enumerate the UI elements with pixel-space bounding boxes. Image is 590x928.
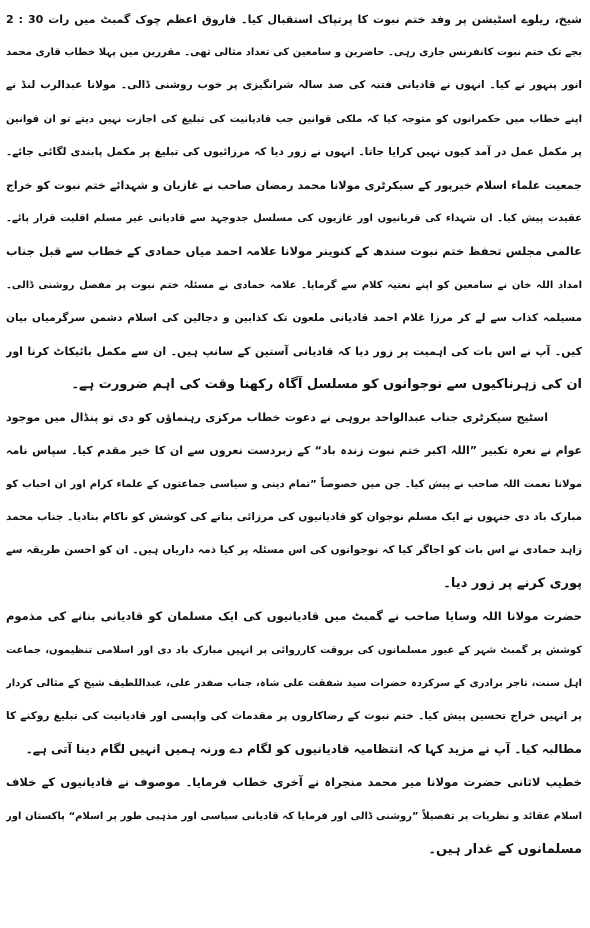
- text-line: عوام نے نعرہ تکبیر ”اللہ اکبر ختم نبوت زندہ باد“ کے زبردست نعروں سے ان کا خیر مقدم کیا۔ سپاس نامہ: [6, 444, 582, 458]
- text-line: ان کی زہرناکیوں سے نوجوانوں کو مسلسل آگاہ رکھنا وقت کی اہم ضرورت ہے۔: [71, 377, 582, 393]
- text-line: اپنے خطاب میں حکمرانوں کو متوجہ کیا کہ ملکی قوانین جب قادیانیت کی تبلیغ کی اجازت نہیں دیتے تو ان قوانین: [6, 113, 582, 125]
- text-line: پر مکمل عمل در آمد کیوں نہیں کرایا جاتا۔ انہوں نے زور دیا کہ مرزائیوں کی تبلیغ پر مکمل پابندی لگائی جائے۔: [6, 145, 582, 158]
- text-line: اہل سنت، تاجر برادری کے سرکردہ حضرات سید شفقت علی شاہ، جناب صفدر علی، عبداللطیف شیخ کے مثالی کردار: [6, 677, 582, 689]
- text-line: کوشش پر گمبٹ شہر کے غیور مسلمانوں کی بروقت کارروائی پر انہیں مبارک باد دی اور اسلامی تنظیموں، جماعت: [6, 644, 582, 656]
- text-line: پوری کرنے پر زور دیا۔: [443, 576, 582, 592]
- text-line: امداد اللہ خان نے سامعین کو اپنے نعتیہ کلام سے گرمایا۔ علامہ حمادی نے مسئلہ ختم نبوت پر مفصل روشنی ڈالی۔: [6, 279, 582, 291]
- text-line: جمعیت علماء اسلام خیرپور کے سیکرٹری مولانا محمد رمضان صاحب نے غازیان و شہدائے ختم نبوت کو خراج: [6, 178, 582, 192]
- text-line: زاہد حمادی نے اس بات کو اجاگر کیا کہ نوجوانوں کی اس مسئلہ پر کیا ذمہ داریاں ہیں۔ ان کو احسن طریقہ سے: [6, 544, 582, 556]
- text-line: خطیب لاثانی حضرت مولانا میر محمد منجراہ نے آخری خطاب فرمایا۔ موصوف نے قادیانیوں کے خلاف: [6, 775, 582, 790]
- text-line: شیخ، ریلوے اسٹیشن پر وفد ختم نبوت کا پرتپاک استقبال کیا۔ فاروق اعظم چوک گمبٹ میں رات 30 : 2: [6, 13, 582, 26]
- text-line: مولانا نعمت اللہ صاحب نے پیش کیا۔ جن میں خصوصاً ”تمام دینی و سیاسی جماعتوں کے علماء کرام اور ان احباب کو: [6, 478, 582, 490]
- text-line: مسیلمہ کذاب سے لے کر مرزا غلام احمد قادیانی ملعون تک کذابین و دجالین کی اسلام دشمن سرگرمیاں بیان: [6, 311, 582, 324]
- text-line: انور پنہور نے کیا۔ انہوں نے قادیانی فتنہ کی صد سالہ شرانگیزی پر خوب روشنی ڈالی۔ مولانا عبدالرب لنڈ نے: [6, 79, 582, 92]
- text-line: اسلام عقائد و نظریات پر تفصیلاً ”روشنی ڈالی اور فرمایا کہ قادیانی سیاسی اور مذہبی طور پر اسلام“ پاکستان اور: [6, 810, 582, 822]
- text-line: مسلمانوں کے غدار ہیں۔: [428, 841, 582, 857]
- text-line: عقیدت پیش کیا۔ ان شہداء کی قربانیوں اور غازیوں کی مسلسل جدوجہد سے قادیانی غیر مسلم اقلیت قرار پائے۔: [6, 213, 582, 225]
- text-line: کیں۔ آپ نے اس بات کی اہمیت پر زور دیا کہ قادیانی آستین کے سانپ ہیں۔ ان سے مکمل بائیکاٹ کرنا اور: [6, 344, 582, 358]
- text-line: بجے تک ختم نبوت کانفرنس جاری رہی۔ حاضرین و سامعین کی تعداد مثالی تھی۔ مقررین میں پہلا خطاب قاری محمد: [6, 47, 582, 59]
- text-line: اسٹیج سیکرٹری جناب عبدالواحد بروہی نے دعوت خطاب مرکزی رہنماؤں کو دی تو پنڈال میں موجود: [6, 411, 548, 425]
- text-line: پر انہیں خراج تحسین پیش کیا۔ ختم نبوت کے رضاکاروں پر مقدمات کی واپسی اور قادیانیت کی تبلیغ روکنے کا: [6, 709, 582, 722]
- text-line: مبارک باد دی جنہوں نے ایک مسلم نوجوان کو قادیانیوں کی مرزائی بنانے کی کوشش کو ناکام بنادیا۔ جناب محمد: [6, 510, 582, 523]
- text-line: حضرت مولانا اللہ وسایا صاحب نے گمبٹ میں قادیانیوں کی ایک مسلمان کو قادیانی بنانے کی مذموم: [6, 609, 582, 624]
- text-line: مطالبہ کیا۔ آپ نے مزید کہا کہ انتظامیہ قادیانیوں کو لگام دے ورنہ ہمیں انہیں لگام دینا آتی ہے۔: [25, 742, 582, 757]
- text-line: عالمی مجلس تحفظ ختم نبوت سندھ کے کنوینر مولانا علامہ احمد میاں حمادی کے خطاب سے قبل جناب: [6, 244, 582, 259]
